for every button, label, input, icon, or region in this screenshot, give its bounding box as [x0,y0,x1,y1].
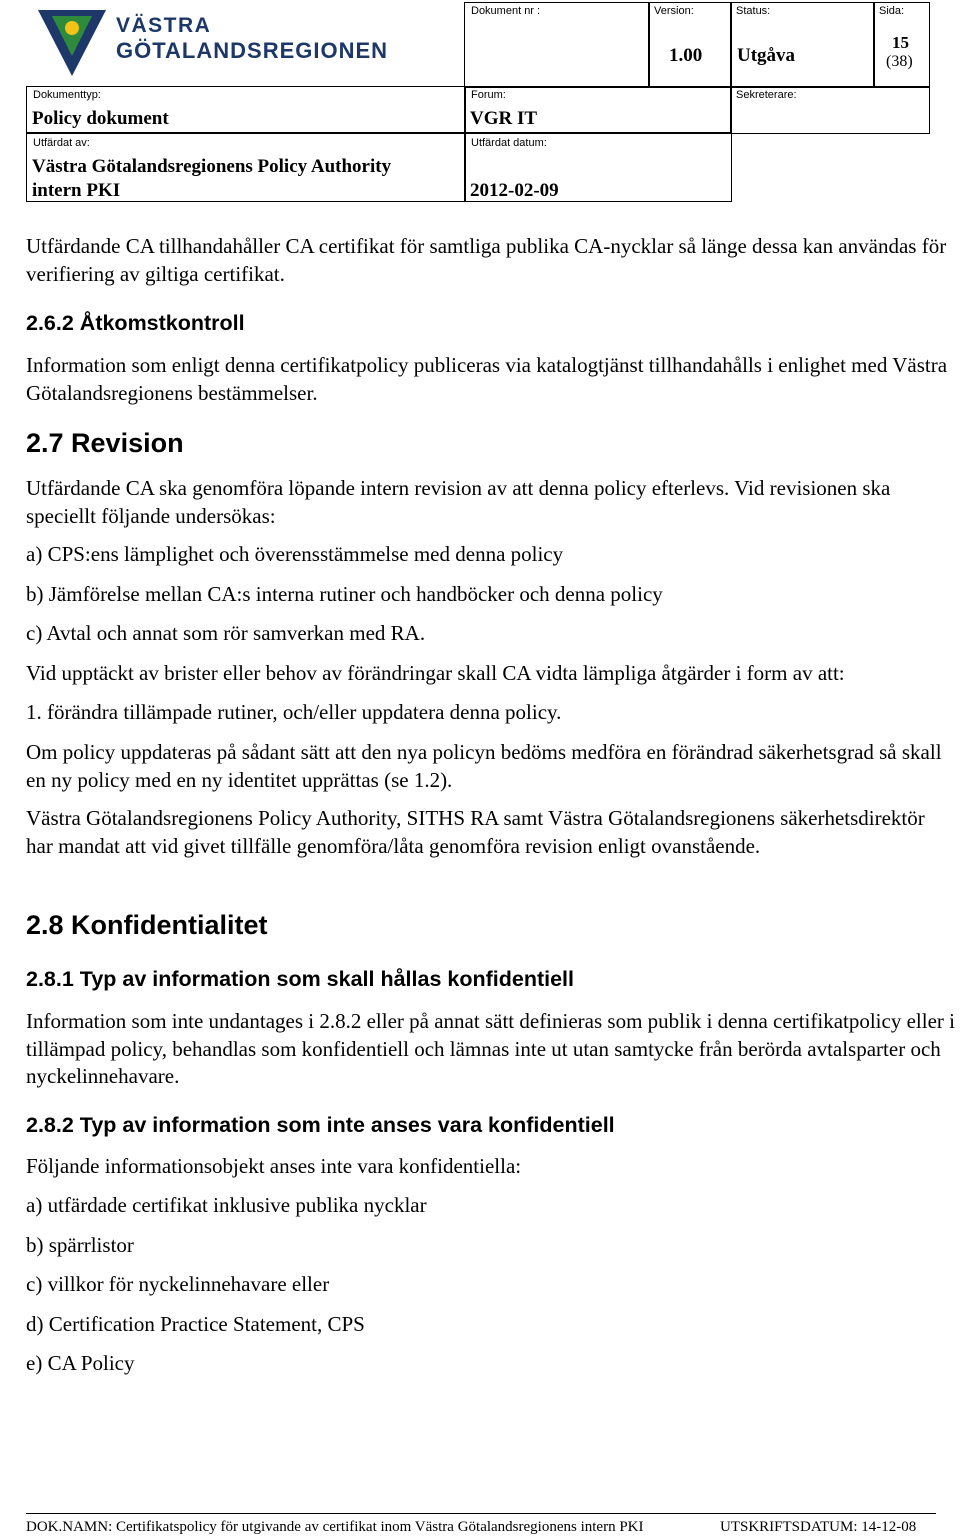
footer-divider [26,1513,936,1514]
paragraph-2-7-mandate: Västra Götalandsregionens Policy Authority, SITHS RA samt Västra Götalandsregionens säkerhetsdirektör har mandat att vid givet tillfälle genomföra/låta genomföra revision enligt ovanstående. [26,806,925,858]
issued-by-line2: intern PKI [32,180,121,201]
page-number: 15 [892,33,909,52]
heading-2-8-2: 2.8.2 Typ av information som inte anses vara konfidentiell [26,1113,615,1137]
issued-date-cell [464,132,732,202]
list-item-2-8-2-d: d) Certification Practice Statement, CPS [26,1312,365,1336]
issued-by-line1: Västra Götalandsregionens Policy Authority [32,156,392,177]
logo-text-line2: GÖTALANDSREGIONEN [116,38,389,63]
version-label: Version: [654,5,694,17]
secretary-label: Sekreterare: [736,89,797,101]
footer-print-date: UTSKRIFTSDATUM: 14-12-08 [720,1519,917,1535]
page-total: (38) [886,53,913,70]
heading-2-8: 2.8 Konfidentialitet [26,910,268,940]
paragraph-2-7-intro: Utfärdande CA ska genomföra löpande intern revision av att denna policy efterlevs. Vid revisionen ska speciellt följande undersökas: [26,476,891,528]
list-item-2-7-b: b) Jämförelse mellan CA:s interna rutiner och handböcker och denna policy [26,582,663,606]
page-cell [873,2,930,88]
intro-paragraph: Utfärdande CA tillhandahåller CA certifikat för samtliga publika CA-nycklar så länge dessa kan användas för verifiering av giltiga certifikat. [26,234,947,286]
issued-date-label: Utfärdat datum: [471,137,547,149]
list-item-2-8-2-c: c) villkor för nyckelinnehavare eller [26,1272,330,1296]
doctype-label: Dokumenttyp: [33,89,101,101]
version-value: 1.00 [669,45,703,66]
list-item-2-8-2-e: e) CA Policy [26,1351,135,1375]
status-cell [730,2,875,88]
list-item-2-8-2-a: a) utfärdade certifikat inklusive publika nycklar [26,1193,427,1217]
paragraph-2-8-1: Information som inte undantages i 2.8.2 eller på annat sätt definieras som publik i denna certifikatpolicy eller i tillämpad policy, behandlas som konfidentiell och lämnas inte ut utan samtycke från berörda avtalsparter och nyckelinnehavare. [26,1009,955,1088]
paragraph-2-7-update: Om policy uppdateras på sådant sätt att den nya policyn bedöms medföra en förändrad säkerhetsgrad så skall en ny policy med en ny identitet upprättas (se 1.2). [26,740,942,792]
paragraph-2-8-2: Följande informationsobjekt anses inte vara konfidentiella: [26,1154,522,1178]
status-value: Utgåva [737,45,796,66]
forum-label: Forum: [471,89,506,101]
issued-date-value: 2012-02-09 [470,180,559,201]
issued-by-cell [26,132,466,202]
secretary-cell [730,86,930,134]
heading-2-6-2: 2.6.2 Åtkomstkontroll [26,311,245,335]
list-item-2-7-c: c) Avtal och annat som rör samverkan med RA. [26,621,426,645]
paragraph-2-7-step: 1. förändra tillämpade rutiner, och/eller uppdatera denna policy. [26,700,562,724]
list-item-2-7-a: a) CPS:ens lämplighet och överensstämmelse med denna policy [26,542,564,566]
page-label: Sida: [879,5,905,17]
logo-text-line1: VÄSTRA [116,14,212,37]
doc-nr-cell [464,2,650,88]
version-cell [648,2,732,88]
document-header-table [26,2,930,202]
footer-doc-name: DOK.NAMN: Certifikatspolicy för utgivande av certifikat inom Västra Götalandsregionens intern PKI [26,1519,644,1535]
doc-nr-label: Dokument nr : [471,5,541,17]
heading-2-7: 2.7 Revision [26,428,184,458]
forum-cell [464,86,732,134]
doctype-cell [26,86,466,134]
forum-value: VGR IT [470,108,538,129]
heading-2-8-1: 2.8.1 Typ av information som skall hållas konfidentiell [26,967,575,991]
paragraph-2-6-2: Information som enligt denna certifikatpolicy publiceras via katalogtjänst tillhandahålls i enlighet med Västra Götalandsregionens bestämmelser. [26,353,948,405]
issued-by-label: Utfärdat av: [33,137,90,149]
paragraph-2-7-measures: Vid upptäckt av brister eller behov av förändringar skall CA vidta lämpliga åtgärder i form av att: [26,661,845,685]
status-label: Status: [736,5,771,17]
doctype-value: Policy dokument [32,108,169,129]
list-item-2-8-2-b: b) spärrlistor [26,1233,134,1257]
